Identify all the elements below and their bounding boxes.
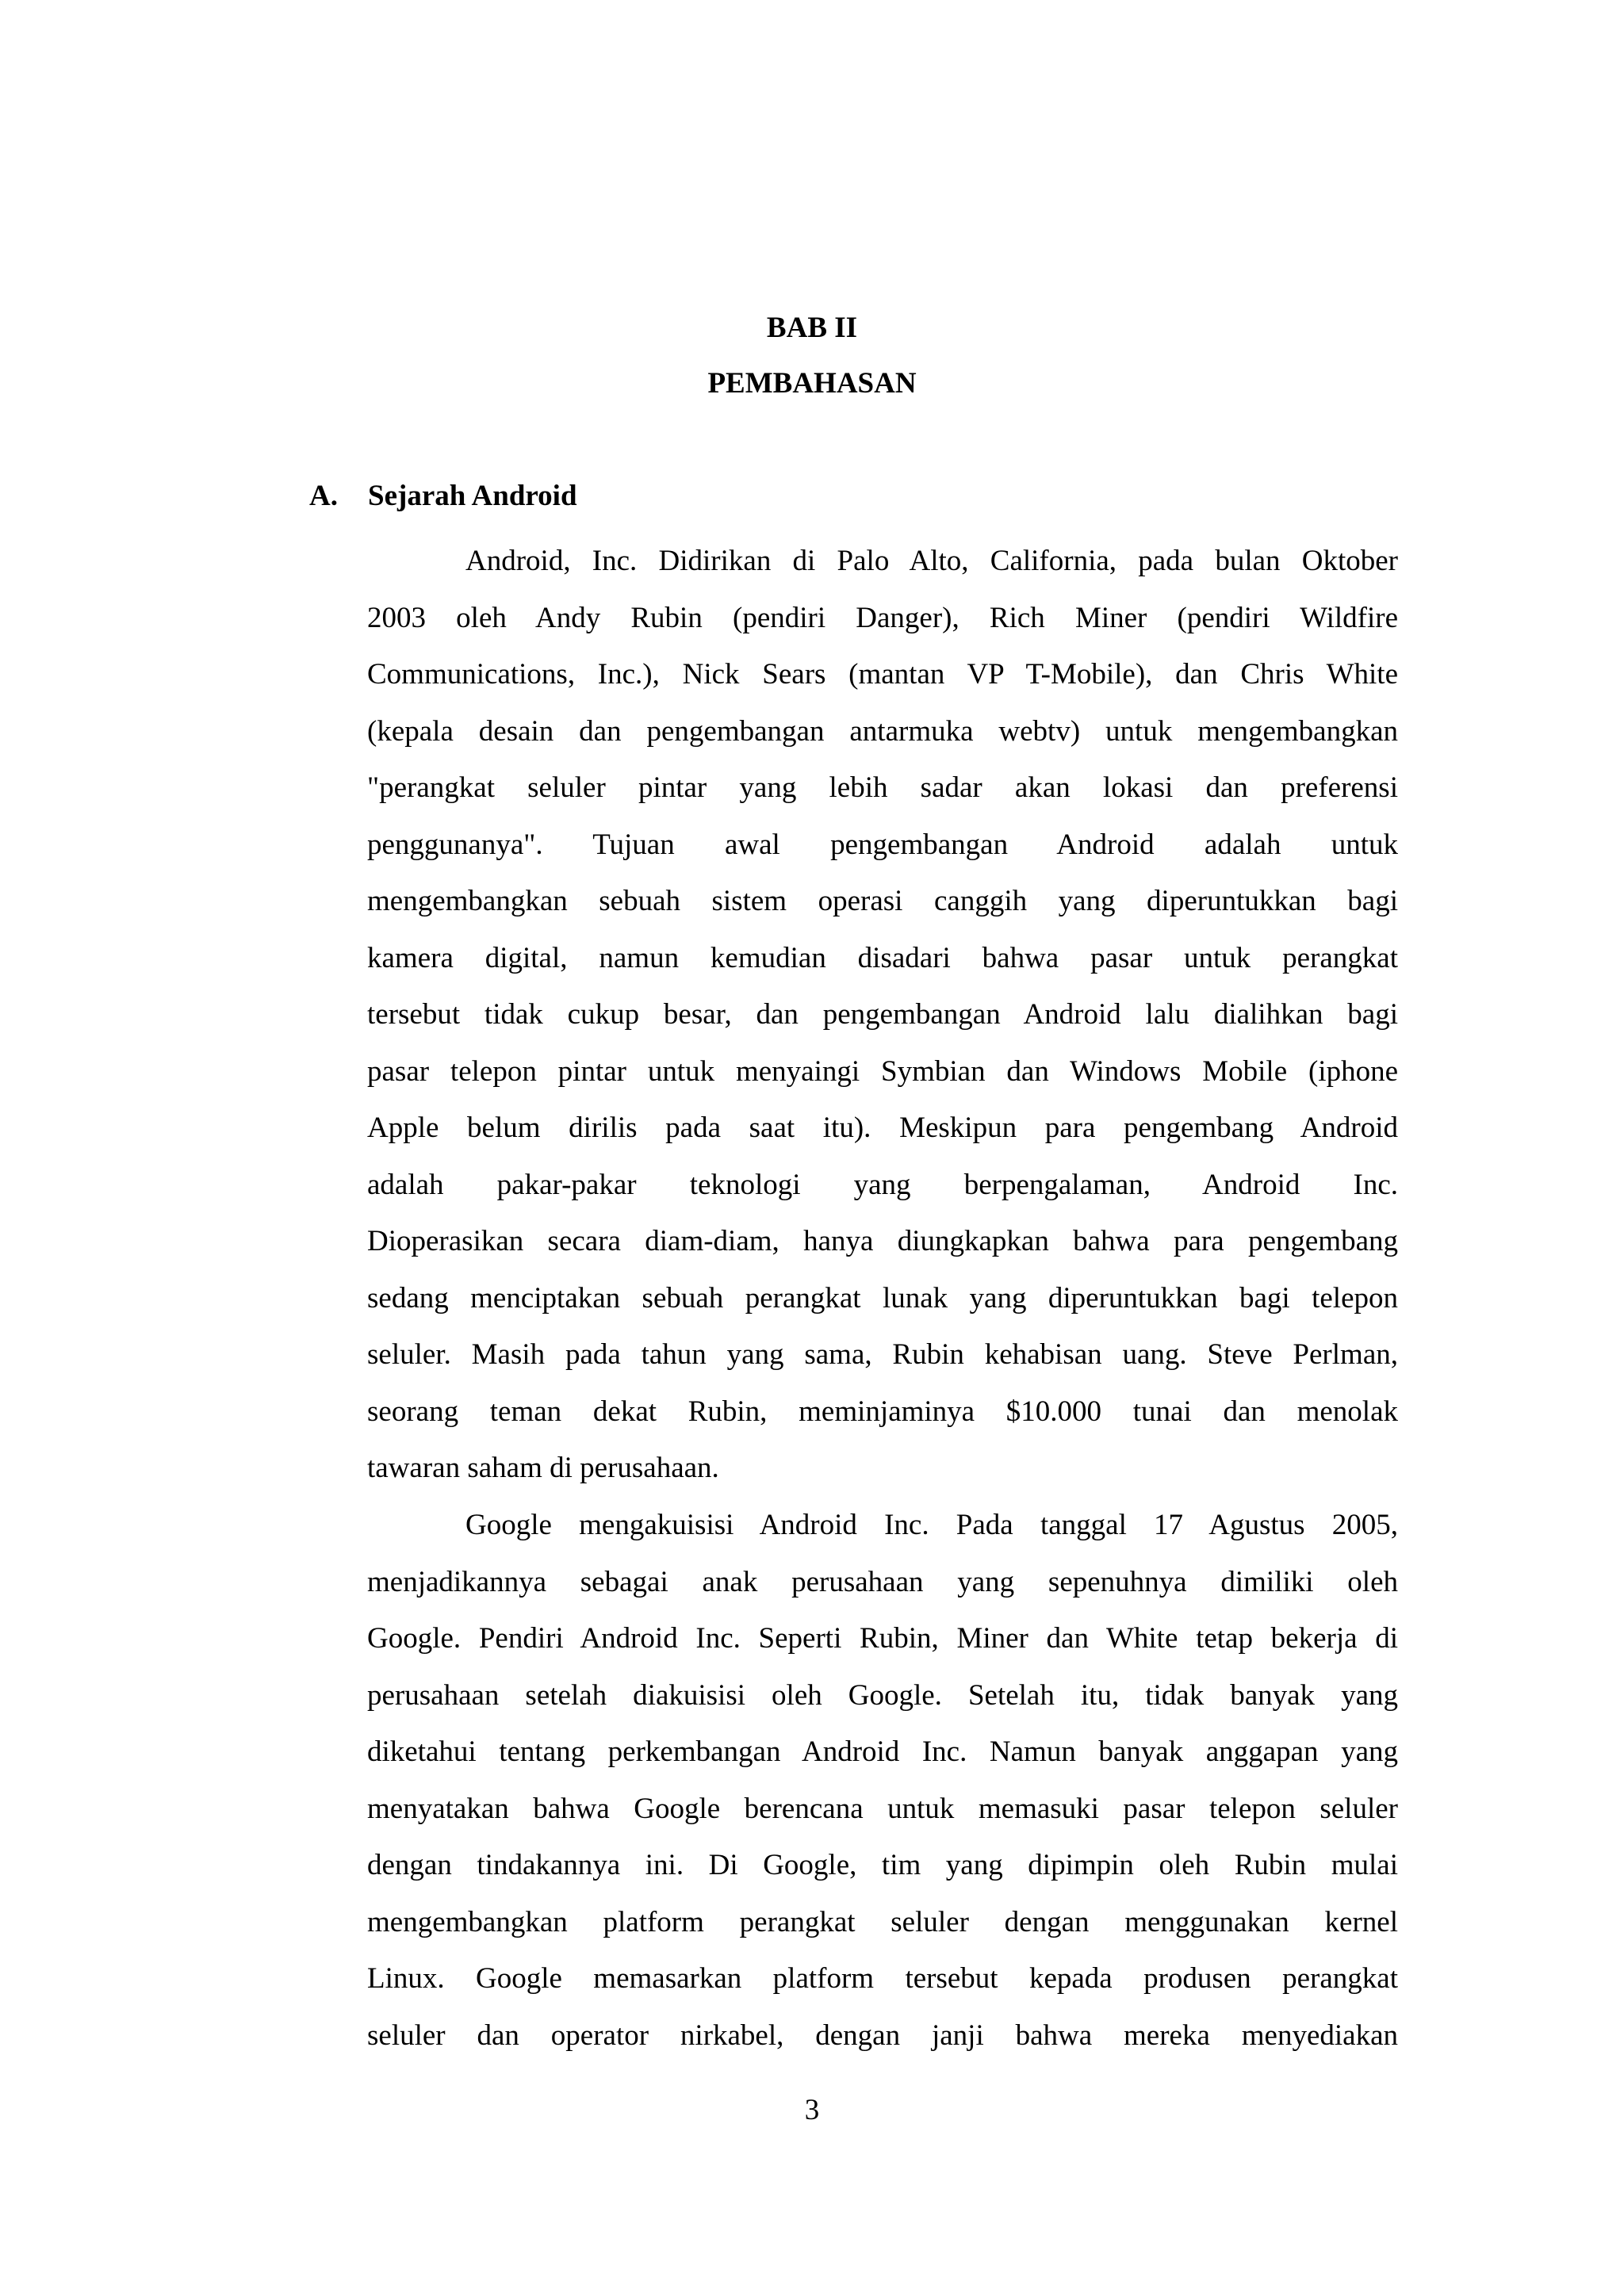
page-number: 3 [804,2094,820,2126]
paragraph-line: Android, Inc. Didirikan di Palo Alto, California, pada bulan Oktober [465,545,1398,577]
paragraph-line: seluler. Masih pada tahun yang sama, Rubin kehabisan uang. Steve Perlman, [367,1338,1398,1371]
section-title: Sejarah Android [368,480,577,512]
paragraph-line: menjadikannya sebagai anak perusahaan yang sepenuhnya dimiliki oleh [367,1565,1398,1598]
chapter-number: BAB II [766,312,858,344]
paragraph-line: penggunanya". Tujuan awal pengembangan Android adalah untuk [367,828,1398,861]
paragraph-line: seluler dan operator nirkabel, dengan janji bahwa mereka menyediakan [367,2019,1398,2052]
paragraph-line: perusahaan setelah diakuisisi oleh Google. Setelah itu, tidak banyak yang [367,1678,1398,1712]
paragraph-line: tawaran saham di perusahaan. [367,1452,719,1484]
paragraph-1 [367,533,1398,1497]
paragraph-line: Google. Pendiri Android Inc. Seperti Rubin, Miner dan White tetap bekerja di [367,1622,1398,1655]
paragraph-line: (kepala desain dan pengembangan antarmuka webtv) untuk mengembangkan [367,714,1398,748]
paragraph-line: adalah pakar-pakar teknologi yang berpengalaman, Android Inc. [367,1168,1398,1201]
paragraph-line: Apple belum dirilis pada saat itu). Meskipun para pengembang Android [367,1112,1398,1144]
paragraph-line: menyatakan bahwa Google berencana untuk memasuki pasar telepon seluler [367,1792,1398,1825]
paragraph-line: 2003 oleh Andy Rubin (pendiri Danger), Rich Miner (pendiri Wildfire [367,601,1398,634]
paragraph-line: tersebut tidak cukup besar, dan pengembangan Android lalu dialihkan bagi [367,998,1398,1031]
section-heading [309,479,577,514]
paragraph-line: seorang teman dekat Rubin, meminjaminya $10.000 tunai dan menolak [367,1395,1398,1428]
paragraph-line: sedang menciptakan sebuah perangkat lunak yang diperuntukkan bagi telepon [367,1281,1398,1314]
paragraph-line: Linux. Google memasarkan platform tersebut kepada produsen perangkat [367,1962,1398,1995]
paragraph-line: mengembangkan platform perangkat seluler dengan menggunakan kernel [367,1905,1398,1938]
paragraph-line: Communications, Inc.), Nick Sears (mantan VP T-Mobile), dan Chris White [367,658,1398,691]
paragraph-line: "perangkat seluler pintar yang lebih sadar akan lokasi dan preferensi [367,771,1398,804]
paragraph-line: mengembangkan sebuah sistem operasi canggih yang diperuntukkan bagi [367,885,1398,917]
paragraph-line: kamera digital, namun kemudian disadari bahwa pasar untuk perangkat [367,941,1398,974]
paragraph-line: Dioperasikan secara diam-diam, hanya diungkapkan bahwa para pengembang [367,1225,1398,1257]
paragraph-2 [367,1497,1398,2064]
paragraph-line: Google mengakuisisi Android Inc. Pada tanggal 17 Agustus 2005, [465,1509,1398,1541]
paragraph-line: diketahui tentang perkembangan Android Inc. Namun banyak anggapan yang [367,1735,1398,1768]
section-letter: A. [309,480,338,512]
paragraph-line: dengan tindakannya ini. Di Google, tim yang dipimpin oleh Rubin mulai [367,1849,1398,1881]
chapter-title: PEMBAHASAN [707,367,917,400]
paragraph-line: pasar telepon pintar untuk menyaingi Symbian dan Windows Mobile (iphone [367,1054,1398,1088]
